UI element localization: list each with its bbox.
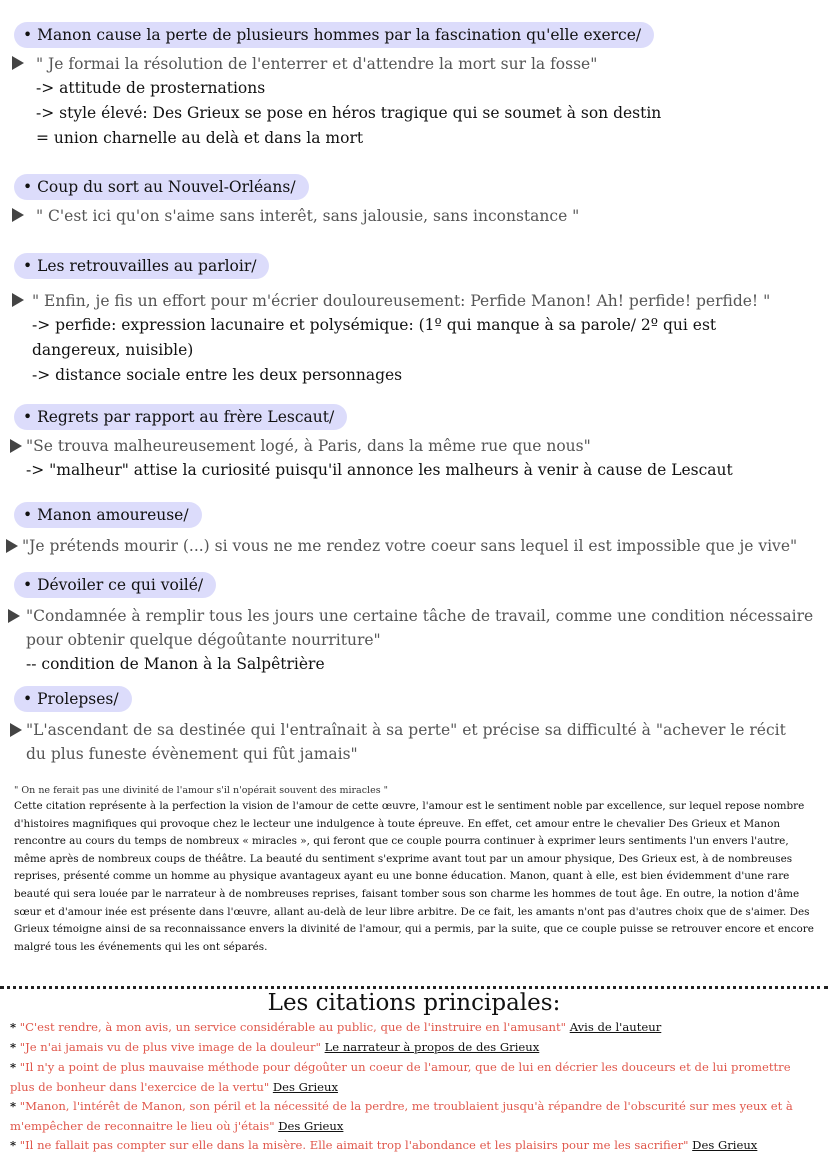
section-heading: • Coup du sort au Nouvel-Orléans/ [14, 174, 309, 200]
citation-item [10, 1136, 818, 1156]
section-body [12, 534, 818, 558]
section-body [12, 718, 818, 766]
note: -- condition de Manon à la Salpêtrière [26, 655, 325, 673]
citation-text: "Je n'ai jamais vu de plus vive image de la douleur" [19, 1040, 321, 1054]
note: -> "malheur" attise la curiosité puisqu'il annonce les malheurs à venir à cause de Lescaut [26, 461, 733, 479]
triangle-bullet-icon [12, 293, 24, 307]
triangle-bullet-icon [8, 609, 20, 623]
section-heading: • Les retrouvailles au parloir/ [14, 253, 269, 279]
citation-item [10, 1018, 818, 1038]
commentary-paragraph: Cette citation représente à la perfection la vision de l'amour de cette œuvre, l'amour est le sentiment noble par excellence, sur lequel repose nombre d'histoires magnifiques qui provoque chez le lecteur une indulgence à toute épreuve. En effet, cet amour entre le chevalier Des Grieux et Manon rencontre au cours du temps de nombreux « miracles », qui feront que ce couple pourra continuer à exprimer leurs sentiments l'un envers l'autre, même après de nombreux coups de théâtre. La beauté du sentiment s'exprime avant tout par un amour physique, Des Grieux est, à de nombreuses reprises, présenté comme un homme au physique avantageux ayant eu une bonne éducation. Manon, quant à elle, est bien évidemment d'une rare beauté qui sera louée par le narrateur à de nombreuses reprises, faisant tomber sous son charme les hommes de tout âge. En outre, la notion d'âme sœur et d'amour inée est présente dans l'œuvre, allant au-delà de leur libre arbitre. De ce fait, les amants n'ont pas d'autres choix que de s'aimer. Des Grieux témoigne ainsi de sa reconnaissance envers la divinité de l'amour, qui a permis, par la suite, que ce couple puisse se retrouver encore et encore malgré tous les événements qui les ont séparés. [14, 800, 814, 953]
citation-text: "Il ne fallait pas compter sur elle dans la misère. Elle aimait trop l'abondance et les plaisirs pour me les sacrifier" [19, 1138, 689, 1152]
citation-source: Des Grieux [278, 1118, 344, 1133]
quote: "Condamnée à remplir tous les jours une certaine tâche de travail, comme une condition nécessaire pour obtenir quelque dégoûtante nourriture" [26, 607, 814, 649]
citation-marker: * [10, 1138, 17, 1152]
triangle-bullet-icon [10, 439, 22, 453]
section-body [12, 434, 818, 483]
quote: "Se trouva malheureusement logé, à Paris, dans la même rue que nous" [26, 437, 591, 455]
section-body [12, 604, 818, 677]
citation-source: Des Grieux [692, 1138, 758, 1152]
section-heading: • Prolepses/ [14, 686, 132, 712]
section-heading: • Regrets par rapport au frère Lescaut/ [14, 404, 347, 430]
triangle-bullet-icon [10, 723, 22, 737]
triangle-bullet-icon [12, 208, 24, 222]
citation-marker: * [10, 1020, 17, 1034]
quote: " Je formai la résolution de l'enterrer et d'attendre la mort sur la fosse" [36, 55, 598, 73]
citation-source: Des Grieux [272, 1079, 339, 1094]
citation-marker: * [10, 1060, 17, 1074]
citation-item [10, 1097, 818, 1136]
note: -> attitude de prosternations [36, 79, 266, 97]
note: -> distance sociale entre les deux personnages [32, 366, 403, 384]
citation-text: "Il n'y a point de plus mauvaise méthode pour dégoûter un coeur de l'amour, que de lui en décrier les douceurs et de lui promettre plus de bonheur dans l'exercice de la vertu" [10, 1060, 791, 1094]
section-body [12, 52, 818, 151]
citation-marker: * [10, 1099, 17, 1113]
note: -> perfide: expression lacunaire et polysémique: (1º qui manque à sa parole/ 2º qui est dangereux, nuisible) [32, 316, 717, 359]
citation-source: Le narrateur à propos de des Grieux [324, 1040, 540, 1054]
quote: "Je prétends mourir (...) si vous ne me rendez votre coeur sans lequel il est impossible que je vive" [22, 537, 798, 555]
citation-text: "C'est rendre, à mon avis, un service considérable au public, que de l'instruire en l'amusant" [19, 1020, 567, 1034]
quote: "L'ascendant de sa destinée qui l'entraînait à sa perte" et précise sa difficulté à "achever le récit du plus funeste évènement qui fût jamais" [26, 721, 786, 763]
quote: " C'est ici qu'on s'aime sans interêt, sans jalousie, sans inconstance " [36, 207, 580, 225]
citation-item [10, 1038, 818, 1058]
citation-text: "Manon, l'intérêt de Manon, son péril et la nécessité de la perdre, me troublaient jusqu'à répandre de l'obscurité sur mes yeux et à m'empêcher de reconnaitre le lieu où j'étais" [10, 1099, 793, 1133]
quote: " Enfin, je fis un effort pour m'écrier douloureusement: Perfide Manon! Ah! perfide! perfide! " [32, 292, 771, 310]
note: -> style élevé: Des Grieux se pose en héros tragique qui se soumet à son destin [36, 104, 662, 122]
citations-title: Les citations principales: [267, 990, 561, 1016]
paragraph-quote: " On ne ferait pas une divinité de l'amour s'il n'opérait souvent des miracles " [14, 785, 388, 796]
dotted-divider [0, 986, 828, 989]
citation-source: Avis de l'auteur [569, 1020, 662, 1034]
section-body [12, 204, 818, 228]
triangle-bullet-icon [6, 539, 18, 553]
section-heading: • Manon cause la perte de plusieurs hommes par la fascination qu'elle exerce/ [14, 22, 654, 48]
citation-item [10, 1058, 818, 1097]
triangle-bullet-icon [12, 56, 24, 70]
section-body [12, 289, 818, 388]
section-heading: • Manon amoureuse/ [14, 502, 202, 528]
note: = union charnelle au delà et dans la mort [36, 129, 364, 147]
section-heading: • Dévoiler ce qui voilé/ [14, 572, 216, 598]
citation-marker: * [10, 1040, 17, 1054]
